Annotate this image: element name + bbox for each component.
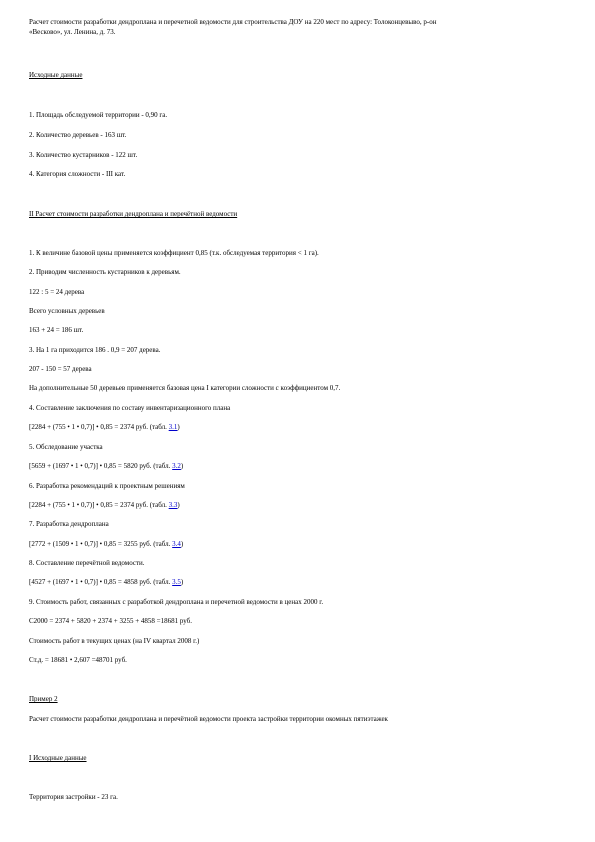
example-2-heading: Пример 2 <box>29 695 58 703</box>
calc-line: 122 : 5 = 24 дерева <box>29 288 85 296</box>
formula-text: [2284 + (755 • 1 • 0,7)] • 0,85 = 2374 руб. (табл. <box>29 423 169 431</box>
table-link[interactable]: 3.1 <box>168 423 178 431</box>
current-price-value: Ст.д. = 18681 • 2,607 =48701 руб. <box>29 656 127 664</box>
calc-line: 207 - 150 = 57 дерева <box>29 365 92 373</box>
formula-line <box>29 422 569 432</box>
formula-tail: ) <box>177 423 180 431</box>
step-label: 8. Составление перечётной ведомости. <box>29 559 145 567</box>
formula-tail: ) <box>180 540 184 548</box>
formula-line <box>29 539 569 549</box>
title-line-2: «Весково», ул. Ленина, д. 73. <box>29 28 116 36</box>
title-line-1: Расчет стоимости разработки дендроплана и перечетной ведомости для строительства ДОУ на 220 мест по адресу: Толоконцевыво, р-он <box>29 18 437 26</box>
formula-tail: ) <box>177 501 180 509</box>
formula-text: [2284 + (755 • 1 • 0,7)] • 0,85 = 2374 руб. (табл. <box>29 501 169 509</box>
step-label: 6. Разработка рекомендаций к проектным решениям <box>29 482 185 490</box>
formula-text: [2772 + (1509 • 1 • 0,7)] • 0,85 = 3255 руб. (табл. <box>29 540 173 548</box>
initial-item: 3. Количество кустарников - 122 шт. <box>29 151 138 159</box>
calc-line: 2. Приводим численность кустарников к деревьям. <box>29 268 181 276</box>
current-price-label: Стоимость работ в текущих ценах (на IV квартал 2008 г.) <box>29 637 200 645</box>
step-label: 5. Обследование участка <box>29 443 103 451</box>
table-link[interactable]: 3.2 <box>172 462 181 470</box>
formula-text: [5659 + (1697 • 1 • 0,7)] • 0,85 = 5820 руб. (табл. <box>29 462 173 470</box>
calc-line: 1. К величине базовой цены применяется коэффициент 0,85 (т.к. обследуемая территория < 1 га). <box>29 249 319 257</box>
formula-line <box>29 577 569 587</box>
calc-line: 163 + 24 = 186 шт. <box>29 326 84 334</box>
formula-text: [4527 + (1697 • 1 • 0,7)] • 0,85 = 4858 руб. (табл. <box>29 578 173 586</box>
formula-tail: ) <box>180 578 184 586</box>
table-link[interactable]: 3.3 <box>168 501 178 509</box>
initial-item: 4. Категория сложности - III кат. <box>29 170 126 178</box>
initial-item: 2. Количество деревьев - 163 шт. <box>29 131 127 139</box>
formula-line <box>29 500 569 510</box>
table-link[interactable]: 3.4 <box>172 540 181 548</box>
step-label: 7. Разработка дендроплана <box>29 520 109 528</box>
calc-heading: II Расчет стоимости разработки дендроплана и перечётной ведомости <box>29 210 238 218</box>
initial-data-heading: Исходные данные <box>29 71 83 79</box>
example-2-line: Территория застройки - 23 га. <box>29 793 118 801</box>
table-link[interactable]: 3.5 <box>172 578 181 586</box>
calc-line: 3. На 1 га приходится 186 . 0,9 = 207 дерева. <box>29 346 161 354</box>
formula-tail: ) <box>180 462 184 470</box>
document-title <box>29 17 569 37</box>
formula-line <box>29 461 569 471</box>
calc-line: Всего условных деревьев <box>29 307 105 315</box>
example-2-description: Расчет стоимости разработки дендроплана и перечётной ведомости проекта застройки территории окомных пятиэтажек <box>29 715 388 723</box>
c2000-formula: С2000 = 2374 + 5820 + 2374 + 3255 + 4858 =18681 руб. <box>29 617 192 625</box>
calc-line: 4. Составление заключения по составу инвентаризационного плана <box>29 404 231 412</box>
initial-item: 1. Площадь обследуемой территории - 0,90 га. <box>29 111 168 119</box>
example-2-initial-heading: I Исходные данные <box>29 754 87 762</box>
calc-line: На дополнительные 50 деревьев применяется базовая цена I категории сложности с коэффициентом 0,7. <box>29 384 341 392</box>
total-cost-line: 9. Стоимость работ, связанных с разработкой дендроплана и перечетной ведомости в ценах 2000 г. <box>29 598 324 606</box>
